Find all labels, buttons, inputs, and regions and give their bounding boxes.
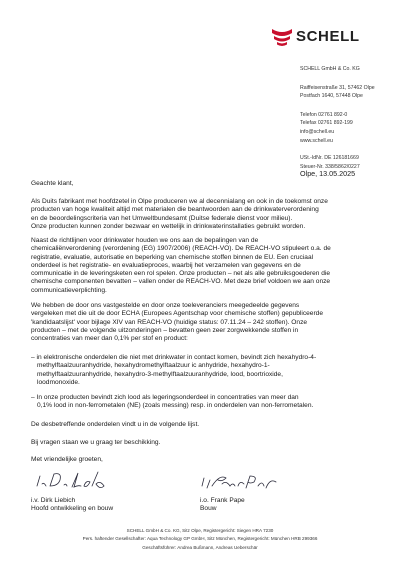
sender-postbox: Postfach 1640, 57448 Olpe	[300, 93, 363, 100]
sender-address-block	[300, 65, 375, 171]
signatory-right-role: Bouw	[200, 505, 217, 513]
bullet-line: methylftaalzuuranhydride, hexahydro-3-methylftaalzuuranhydride, lood, boortrioxide,	[37, 370, 283, 378]
bullet-line: – in elektronische onderdelen die niet met drinkwater in contact komen, bevindt zich hexahydro-4-	[31, 354, 317, 361]
bullet-line: 0,1% lood in non-ferrometalen (NE) (zoals messing) resp. in onderdelen van non-ferrometalen.	[37, 402, 314, 410]
closing-list-note: De desbetreffende onderdelen vindt u in de volgende lijst.	[31, 421, 200, 428]
signatory-left-name: i.v. Dirk Liebich	[31, 497, 76, 504]
footer-line: Pers. haftender Gesellschafter: Aqua Technology GP GmbH, Sitz München, Registergericht: München HRB 299366	[82, 536, 318, 542]
bullet-electronics	[31, 354, 376, 387]
paragraph-line: 'kandidaatslijst' voor bijlage XIV van REACH-VO (huidige status: 07.11.24 – 242 stoffen). Onze	[31, 318, 308, 326]
sender-web[interactable]: www.schell.eu	[300, 137, 333, 144]
sender-fax: Telefax 02761 892-199	[300, 120, 353, 127]
paragraph-line: producten van hoge kwaliteit altijd met materialen die beantwoorden aan de drinkwaterverordening	[31, 206, 319, 214]
paragraph-line: Onze producten kunnen zonder bezwaar en wettelijk in drinkwaterinstallaties gebruikt worden.	[31, 222, 306, 230]
paragraph-line: chemische componenten bevatten – vallen onder de REACH-VO. Met deze brief voldoen we aan onze	[31, 278, 331, 286]
paragraph-line: vergeleken met die uit de door ECHA (Europees Agentschap voor chemische stoffen) gepubliceerde	[31, 310, 324, 318]
paragraph-reach	[31, 237, 376, 295]
sender-phone: Telefon 02761 892-0	[300, 111, 348, 118]
paragraph-intro	[31, 198, 376, 231]
schell-logo	[271, 26, 391, 50]
closing-questions: Bij vragen staan we u graag ter beschikking.	[31, 439, 161, 446]
sender-email[interactable]: info@schell.eu	[300, 128, 335, 135]
letter-footer	[0, 527, 400, 552]
signatory-right-name: i.o. Frank Pape	[200, 497, 245, 504]
bullet-line: loodmonoxide.	[37, 378, 80, 386]
paragraph-line: chemicaliënverordening (verordening (EG) 1907/2006) (REACH-VO). De REACH-VO stipuleert o.a. de	[31, 245, 331, 253]
paragraph-line: communicatie in de leveringsketen een rol spelen. Onze producten – net als alle gebruiksgoederen die	[31, 270, 331, 278]
signature-dirk-liebich	[34, 468, 114, 494]
greeting: Geachte klant,	[31, 180, 74, 187]
paragraph-line: concentraties van meer dan 0,1% per stof en product:	[31, 335, 188, 343]
bullet-lead	[31, 394, 376, 411]
closing-greeting: Met vriendelijke groeten,	[31, 456, 103, 463]
sender-company: SCHELL GmbH & Co. KG	[300, 66, 360, 72]
logo-wordmark: SCHELL	[296, 28, 360, 45]
footer-line: Geschäftsführer: Andrea Bußmann, Andreas Ueberschär	[142, 544, 258, 550]
sender-taxno: Steuer-Nr. 338/5862/0227	[300, 163, 360, 170]
footer-line: SCHELL GmbH & Co. KG, Sitz Olpe, Registergericht: Siegen HRA 7230	[126, 528, 274, 533]
paragraph-line: Als Duits fabrikant met hoofdzetel in Olpe produceren we al decennialang en ook in de toekomst onze	[31, 198, 328, 205]
signatory-right	[200, 497, 245, 514]
paragraph-candidate-list	[31, 302, 376, 343]
sender-vat: USt.-IdNr. DE 126181669	[300, 155, 359, 162]
paragraph-line: en de beoordelingscriteria van het Umweltbundesamt (Duitse federale dienst voor milieu).	[31, 214, 293, 222]
bullet-line: methylftaalzuuranhydride, hexahydromethylftaalzuur ic anhydride, hexahydro-1-	[37, 362, 270, 370]
letter-date: Olpe, 13.05.2025	[300, 169, 356, 178]
signature-frank-pape	[200, 470, 280, 494]
signatory-left	[31, 497, 113, 514]
paragraph-line: communicatieverplichting.	[31, 286, 107, 294]
bullet-line: – In onze producten bevindt zich lood als legeringsonderdeel in concentraties van meer dan	[31, 394, 299, 401]
paragraph-line: onderdeel is het registratie- en evaluatieproces, waarbij het verzamelen van gegevens en de	[31, 261, 301, 269]
paragraph-line: We hebben de door ons vastgestelde en door onze toeleveranciers meegedeelde gegevens	[31, 302, 300, 309]
paragraph-line: Naast de richtlijnen voor drinkwater houden we ons aan de bepalingen van de	[31, 237, 259, 244]
paragraph-line: registratie, evaluatie, autorisatie en beperking van chemische stoffen binnen de EU. Een cruciaal	[31, 253, 314, 261]
sender-street: Raiffeisenstraße 31, 57462 Olpe	[300, 84, 375, 91]
paragraph-line: producten – met de volgende uitzonderingen – bevatten geen zeer zorgwekkende stoffen in	[31, 326, 299, 334]
schell-logo-mark-icon	[271, 26, 293, 48]
signatory-left-role: Hoofd ontwikkeling en bouw	[31, 505, 114, 513]
